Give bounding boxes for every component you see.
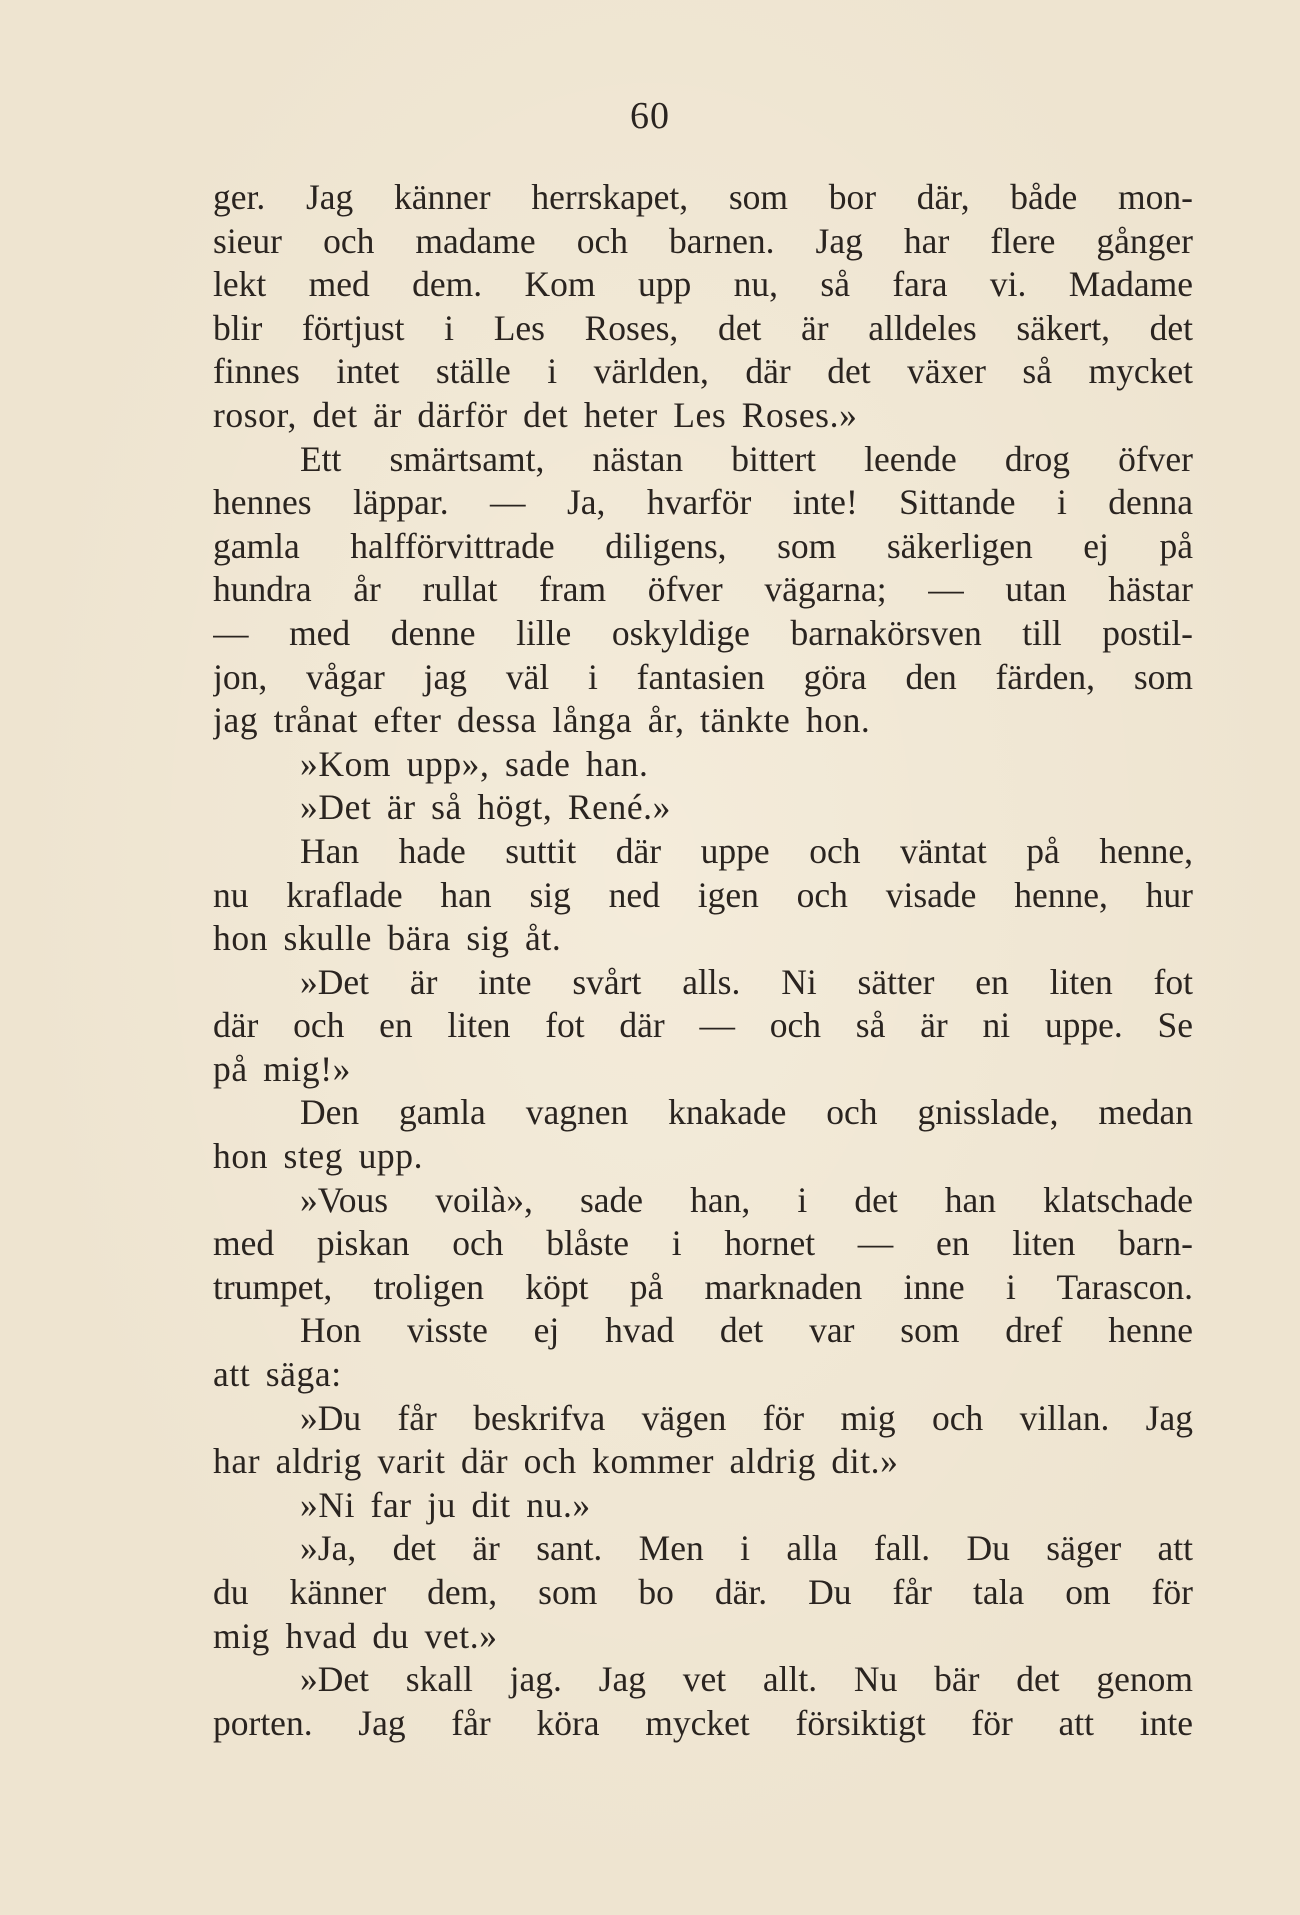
text-line: jag trånat efter dessa långa år, tänkte hon. — [213, 700, 871, 741]
text-line: med piskan och blåste i hornet — en liten barn- — [213, 1223, 1193, 1264]
text-line: där och en liten fot där — och så är ni uppe. Se — [213, 1005, 1193, 1046]
text-line: hundra år rullat fram öfver vägarna; — utan hästar — [213, 569, 1193, 610]
text-line: »Kom upp», sade han. — [300, 743, 649, 784]
text-line: ger. Jag känner herrskapet, som bor där, både mon- — [213, 177, 1193, 217]
text-line: »Du får beskrifva vägen för mig och villan. Jag — [300, 1397, 1193, 1438]
text-line: hon skulle bära sig åt. — [213, 918, 562, 959]
text-line: du känner dem, som bo där. Du får tala om för — [213, 1572, 1193, 1612]
text-line: Han hade suttit där uppe och väntat på henne, — [300, 830, 1193, 871]
text-line: porten. Jag får köra mycket försiktigt för att inte — [213, 1702, 1193, 1743]
text-line: blir förtjust i Les Roses, det är alldeles säkert, det — [213, 307, 1193, 348]
text-line: lekt med dem. Kom upp nu, så fara vi. Madame — [213, 264, 1193, 305]
text-line: »Det är så högt, René.» — [300, 787, 672, 828]
text-line: sieur och madame och barnen. Jag har flere gånger — [213, 220, 1193, 261]
text-line: Den gamla vagnen knakade och gnisslade, medan — [300, 1092, 1193, 1133]
text-line: »Det skall jag. Jag vet allt. Nu bär det genom — [300, 1659, 1193, 1700]
page-number: 60 — [630, 95, 670, 137]
body-text — [213, 176, 1193, 1745]
text-line: trumpet, troligen köpt på marknaden inne i Tarascon. — [213, 1266, 1193, 1307]
text-line: på mig!» — [213, 1048, 351, 1089]
text-line: mig hvad du vet.» — [213, 1615, 498, 1656]
text-line: att säga: — [213, 1354, 342, 1395]
text-line: nu kraflade han sig ned igen och visade henne, hur — [213, 874, 1193, 915]
text-line: gamla halfförvittrade diligens, som säkerligen ej på — [213, 525, 1193, 566]
text-line: »Ja, det är sant. Men i alla fall. Du säger att — [300, 1528, 1193, 1569]
text-line: finnes intet ställe i världen, där det växer så mycket — [213, 351, 1193, 392]
text-line: »Det är inte svårt alls. Ni sätter en liten fot — [300, 961, 1193, 1002]
text-line: — med denne lille oskyldige barnakörsven till postil- — [213, 612, 1193, 653]
text-line: hon steg upp. — [213, 1136, 424, 1177]
text-line: har aldrig varit där och kommer aldrig dit.» — [213, 1441, 899, 1482]
text-line: jon, vågar jag väl i fantasien göra den färden, som — [213, 656, 1193, 697]
text-line: rosor, det är därför det heter Les Roses.» — [213, 394, 858, 435]
text-line: »Vous voilà», sade han, i det han klatschade — [300, 1179, 1193, 1220]
text-line: Hon visste ej hvad det var som dref henne — [300, 1310, 1193, 1351]
text-line: »Ni far ju dit nu.» — [300, 1484, 591, 1525]
text-line: Ett smärtsamt, nästan bittert leende drog öfver — [300, 438, 1193, 479]
text-line: hennes läppar. — Ja, hvarför inte! Sittande i denna — [213, 482, 1193, 523]
